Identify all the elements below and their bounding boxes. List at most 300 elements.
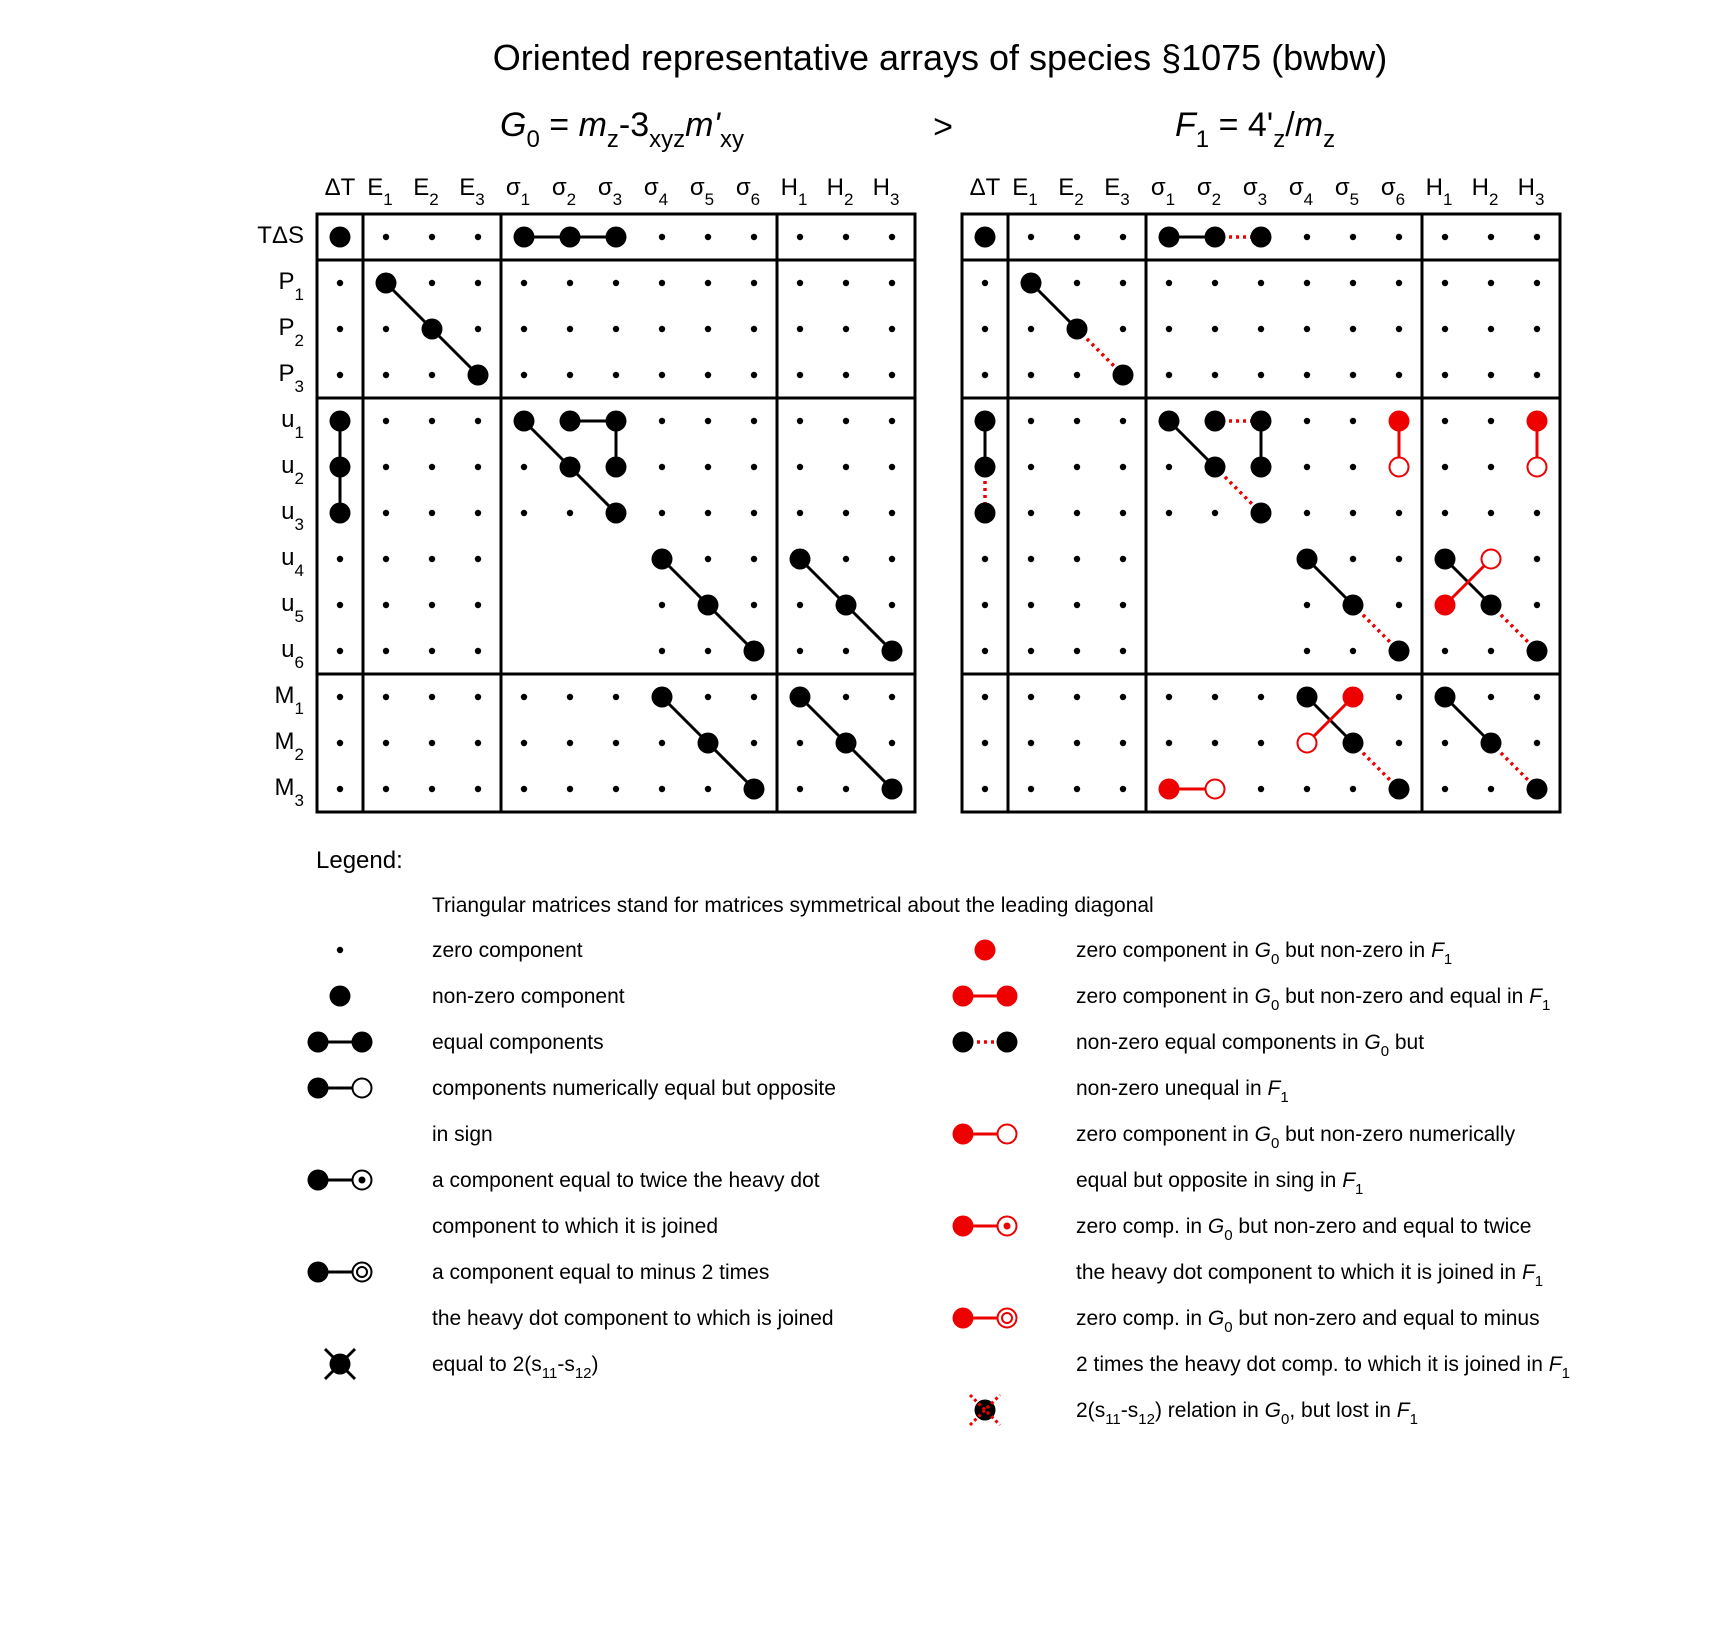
small-dot bbox=[659, 648, 665, 654]
column-label bbox=[506, 174, 530, 209]
column-label-sub: 5 bbox=[704, 190, 715, 209]
small-dot bbox=[1212, 326, 1218, 332]
right-heading bbox=[1175, 106, 1335, 153]
big-dot bbox=[1251, 411, 1272, 432]
small-dot bbox=[982, 602, 988, 608]
text-run: zero comp. in bbox=[1076, 1215, 1208, 1238]
small-dot bbox=[1028, 786, 1034, 792]
legend-pair-left-dot bbox=[953, 1032, 974, 1053]
row-label bbox=[281, 636, 304, 672]
small-dot bbox=[1074, 648, 1080, 654]
column-label-base: H bbox=[826, 174, 844, 201]
red-dot bbox=[1389, 411, 1410, 432]
column-label-base: H bbox=[780, 174, 798, 201]
text-run: F bbox=[1267, 1077, 1281, 1100]
red-hollow-dot bbox=[1298, 734, 1317, 753]
text-run: but non-zero and equal to twice bbox=[1232, 1215, 1532, 1238]
column-label bbox=[970, 174, 1001, 201]
column-label-base: σ bbox=[505, 174, 521, 201]
comparison-symbol: > bbox=[933, 108, 953, 146]
small-dot bbox=[982, 740, 988, 746]
big-dot bbox=[606, 411, 627, 432]
column-label-base: σ bbox=[735, 174, 751, 201]
column-label-base: H bbox=[1425, 174, 1443, 201]
column-label-sub: 2 bbox=[566, 190, 577, 209]
small-dot bbox=[383, 372, 389, 378]
small-dot bbox=[1074, 602, 1080, 608]
big-dot bbox=[790, 687, 811, 708]
legend-text bbox=[1076, 939, 1452, 968]
small-dot bbox=[521, 464, 527, 470]
legend-text bbox=[1076, 1123, 1516, 1152]
matrix-block bbox=[1146, 674, 1422, 812]
matrix-right-f1 bbox=[962, 174, 1560, 812]
text-run: zero component in bbox=[1076, 1123, 1255, 1146]
legend-text bbox=[432, 1031, 604, 1054]
text-run: F bbox=[1529, 985, 1542, 1008]
legend-text bbox=[432, 1307, 834, 1330]
small-dot bbox=[383, 786, 389, 792]
small-dot bbox=[1488, 510, 1494, 516]
small-dot bbox=[1534, 234, 1540, 240]
small-dot bbox=[613, 694, 619, 700]
subscript: 1 bbox=[1280, 1089, 1289, 1106]
small-dot bbox=[337, 648, 343, 654]
column-label-base: E bbox=[367, 174, 384, 201]
big-dot bbox=[744, 779, 765, 800]
small-dot bbox=[1120, 464, 1126, 470]
column-label-sub: 1 bbox=[383, 190, 393, 209]
column-label-base: E bbox=[1012, 174, 1029, 201]
column-label-base: σ bbox=[1196, 174, 1212, 201]
column-label bbox=[1426, 174, 1453, 209]
column-label-base: H bbox=[1517, 174, 1535, 201]
small-dot bbox=[1396, 280, 1402, 286]
column-label-sub: 5 bbox=[1349, 190, 1360, 209]
small-dot bbox=[475, 602, 481, 608]
subscript: 12 bbox=[574, 1365, 592, 1382]
small-dot bbox=[982, 556, 988, 562]
small-dot bbox=[705, 464, 711, 470]
small-dot bbox=[705, 234, 711, 240]
small-dot bbox=[1534, 556, 1540, 562]
small-dot bbox=[797, 418, 803, 424]
small-dot bbox=[889, 556, 895, 562]
small-dot bbox=[1028, 372, 1034, 378]
row-label-base: P bbox=[278, 268, 295, 295]
row-label bbox=[281, 406, 304, 442]
text-run: a component equal to twice the heavy dot bbox=[432, 1169, 820, 1192]
small-dot bbox=[1028, 326, 1034, 332]
small-dot bbox=[889, 234, 895, 240]
small-dot bbox=[521, 326, 527, 332]
row-label-base: u bbox=[281, 636, 295, 663]
small-dot bbox=[1350, 510, 1356, 516]
small-dot bbox=[843, 418, 849, 424]
matrix-block bbox=[777, 398, 915, 674]
small-dot bbox=[1166, 694, 1172, 700]
small-dot bbox=[889, 740, 895, 746]
small-dot bbox=[1534, 372, 1540, 378]
small-dot bbox=[843, 280, 849, 286]
small-dot bbox=[475, 510, 481, 516]
big-dot bbox=[560, 457, 581, 478]
small-dot bbox=[705, 280, 711, 286]
column-label-sub: 3 bbox=[1257, 190, 1268, 209]
small-dot bbox=[1304, 648, 1310, 654]
small-dot bbox=[1074, 694, 1080, 700]
small-dot bbox=[659, 786, 665, 792]
small-dot bbox=[751, 464, 757, 470]
small-dot bbox=[1074, 464, 1080, 470]
small-dot bbox=[337, 694, 343, 700]
small-dot bbox=[383, 464, 389, 470]
small-dot bbox=[1396, 740, 1402, 746]
small-dot bbox=[521, 694, 527, 700]
small-dot bbox=[1074, 280, 1080, 286]
small-dot bbox=[659, 326, 665, 332]
column-label-base: E bbox=[1104, 174, 1121, 201]
column-label-sub: 2 bbox=[1488, 190, 1499, 209]
svg-text:G0 = mz-3xyzm'xy bbox=[500, 106, 744, 153]
small-dot bbox=[337, 786, 343, 792]
subscript: 0 bbox=[1270, 997, 1280, 1014]
small-dot bbox=[1166, 326, 1172, 332]
text-run: - bbox=[1120, 1399, 1128, 1422]
column-label-sub: 1 bbox=[1442, 190, 1453, 209]
small-dot bbox=[751, 326, 757, 332]
legend-pair-left-dot bbox=[308, 1170, 329, 1191]
row-label bbox=[279, 360, 304, 396]
small-dot bbox=[475, 280, 481, 286]
small-dot bbox=[1074, 786, 1080, 792]
small-dot bbox=[613, 326, 619, 332]
big-dot bbox=[1389, 641, 1410, 662]
text-run: but bbox=[1389, 1031, 1425, 1054]
subscript: 11 bbox=[541, 1365, 558, 1382]
column-label bbox=[827, 174, 854, 209]
column-label-base: E bbox=[1058, 174, 1075, 201]
column-label-base: σ bbox=[1288, 174, 1304, 201]
text-run: zero component in bbox=[1076, 939, 1255, 962]
legend-pair-right-dot bbox=[352, 1032, 373, 1053]
small-dot bbox=[843, 510, 849, 516]
legend-inner-dot bbox=[359, 1177, 366, 1184]
small-dot bbox=[659, 372, 665, 378]
small-dot bbox=[1488, 234, 1494, 240]
legend-right-item bbox=[953, 1123, 1516, 1198]
big-dot bbox=[975, 503, 996, 524]
legend-right-item bbox=[975, 939, 1453, 968]
small-dot bbox=[1120, 234, 1126, 240]
text-run: s bbox=[1094, 1399, 1106, 1422]
small-dot bbox=[429, 280, 435, 286]
column-label-sub: 2 bbox=[429, 190, 439, 209]
subscript: 0 bbox=[1281, 1411, 1290, 1428]
small-dot bbox=[1442, 234, 1448, 240]
text-run: but non-zero numerically bbox=[1279, 1123, 1516, 1146]
row-label bbox=[281, 544, 304, 580]
small-dot bbox=[1074, 418, 1080, 424]
row-label bbox=[275, 774, 304, 810]
column-label bbox=[1151, 174, 1175, 209]
small-dot bbox=[1488, 418, 1494, 424]
matrix-left-g0 bbox=[257, 174, 915, 812]
small-dot bbox=[1442, 326, 1448, 332]
small-dot bbox=[1396, 602, 1402, 608]
column-label bbox=[1381, 174, 1405, 209]
big-dot bbox=[836, 733, 857, 754]
row-label bbox=[281, 590, 304, 626]
row-label-base: TΔS bbox=[257, 222, 304, 249]
small-dot bbox=[429, 694, 435, 700]
subscript: 0 bbox=[1380, 1043, 1390, 1060]
legend-pair-left-dot bbox=[953, 1216, 974, 1237]
text-run: - bbox=[557, 1353, 565, 1376]
big-dot bbox=[330, 227, 351, 248]
small-dot bbox=[659, 602, 665, 608]
small-dot bbox=[1120, 740, 1126, 746]
row-label-base: P bbox=[278, 314, 295, 341]
text-run: G bbox=[1264, 1399, 1282, 1422]
column-label bbox=[1472, 174, 1499, 209]
small-dot bbox=[843, 786, 849, 792]
small-dot bbox=[1120, 326, 1126, 332]
small-dot bbox=[429, 464, 435, 470]
small-dot bbox=[1028, 556, 1034, 562]
small-dot bbox=[843, 694, 849, 700]
small-dot bbox=[1488, 464, 1494, 470]
column-label-base: σ bbox=[1242, 174, 1258, 201]
legend-small-dot bbox=[337, 947, 343, 953]
right-heading-part1: F bbox=[1175, 106, 1196, 144]
small-dot bbox=[659, 740, 665, 746]
column-label bbox=[644, 174, 668, 209]
legend-pair-right-hollow bbox=[353, 1263, 372, 1282]
row-label-base: u bbox=[281, 590, 295, 617]
column-label-sub: 6 bbox=[750, 190, 761, 209]
big-dot bbox=[376, 273, 397, 294]
small-dot bbox=[797, 648, 803, 654]
right-heading-text2: / bbox=[1285, 106, 1295, 144]
big-dot bbox=[560, 411, 581, 432]
column-label-sub: 2 bbox=[1074, 190, 1084, 209]
column-label-base: σ bbox=[597, 174, 613, 201]
small-dot bbox=[567, 740, 573, 746]
row-label bbox=[257, 222, 304, 249]
small-dot bbox=[337, 602, 343, 608]
small-dot bbox=[1534, 510, 1540, 516]
small-dot bbox=[567, 372, 573, 378]
row-label-sub: 1 bbox=[294, 423, 304, 442]
right-heading-sub2: z bbox=[1273, 126, 1286, 153]
small-dot bbox=[521, 786, 527, 792]
big-dot bbox=[1481, 733, 1502, 754]
red-hollow-dot bbox=[1390, 458, 1409, 477]
small-dot bbox=[1074, 510, 1080, 516]
column-label-base: σ bbox=[1150, 174, 1166, 201]
text-run: G bbox=[1254, 939, 1271, 962]
big-dot bbox=[652, 549, 673, 570]
big-dot bbox=[1159, 411, 1180, 432]
big-dot bbox=[1251, 457, 1272, 478]
legend-pair-left-dot bbox=[308, 1262, 329, 1283]
big-dot bbox=[1297, 687, 1318, 708]
small-dot bbox=[751, 280, 757, 286]
legend-text bbox=[1076, 1353, 1570, 1382]
row-label-sub: 2 bbox=[294, 469, 304, 488]
big-dot bbox=[1435, 687, 1456, 708]
legend-big-dot bbox=[330, 986, 351, 1007]
small-dot bbox=[1120, 602, 1126, 608]
small-dot bbox=[705, 694, 711, 700]
big-dot bbox=[1205, 457, 1226, 478]
right-heading-sub1: 1 bbox=[1195, 126, 1210, 153]
legend-pair-right-hollow bbox=[998, 1125, 1017, 1144]
row-label-base: P bbox=[278, 360, 295, 387]
text-run: F bbox=[1548, 1353, 1562, 1376]
small-dot bbox=[659, 234, 665, 240]
small-dot bbox=[1534, 602, 1540, 608]
small-dot bbox=[1396, 326, 1402, 332]
big-dot bbox=[698, 733, 719, 754]
big-dot bbox=[652, 687, 673, 708]
column-label-sub: 3 bbox=[1534, 190, 1545, 209]
small-dot bbox=[705, 786, 711, 792]
column-label-base: σ bbox=[689, 174, 705, 201]
small-dot bbox=[1258, 326, 1264, 332]
legend-right-item bbox=[953, 1215, 1544, 1290]
subscript: 0 bbox=[1270, 1135, 1280, 1152]
small-dot bbox=[751, 602, 757, 608]
small-dot bbox=[1166, 510, 1172, 516]
small-dot bbox=[1120, 786, 1126, 792]
small-dot bbox=[1212, 372, 1218, 378]
text-run: zero comp. in bbox=[1076, 1307, 1208, 1330]
big-dot bbox=[1205, 227, 1226, 248]
text-run: non-zero component bbox=[432, 985, 625, 1008]
big-dot bbox=[514, 227, 535, 248]
text-run: in sign bbox=[432, 1123, 493, 1146]
small-dot bbox=[429, 510, 435, 516]
small-dot bbox=[751, 234, 757, 240]
left-heading-part2: m bbox=[578, 106, 607, 144]
row-label-base: u bbox=[281, 406, 295, 433]
small-dot bbox=[383, 648, 389, 654]
small-dot bbox=[383, 556, 389, 562]
legend bbox=[308, 847, 1570, 1428]
small-dot bbox=[843, 556, 849, 562]
big-dot bbox=[1527, 779, 1548, 800]
small-dot bbox=[1074, 372, 1080, 378]
red-hollow-dot bbox=[1206, 780, 1225, 799]
column-label bbox=[1518, 174, 1545, 209]
small-dot bbox=[1028, 234, 1034, 240]
subscript: 1 bbox=[1355, 1181, 1364, 1198]
small-dot bbox=[1350, 418, 1356, 424]
small-dot bbox=[797, 372, 803, 378]
small-dot bbox=[889, 372, 895, 378]
small-dot bbox=[797, 740, 803, 746]
matrix-block bbox=[363, 398, 501, 674]
text-run: F bbox=[1396, 1399, 1410, 1422]
column-label-base: σ bbox=[1334, 174, 1350, 201]
subscript: 1 bbox=[1409, 1411, 1418, 1428]
small-dot bbox=[1028, 418, 1034, 424]
column-label-base: E bbox=[459, 174, 476, 201]
text-run: components numerically equal but opposite bbox=[432, 1077, 836, 1100]
small-dot bbox=[1304, 418, 1310, 424]
row-label-sub: 1 bbox=[294, 699, 304, 718]
matrix-block bbox=[501, 674, 777, 812]
small-dot bbox=[1350, 464, 1356, 470]
small-dot bbox=[1488, 694, 1494, 700]
small-dot bbox=[1442, 648, 1448, 654]
small-dot bbox=[1120, 418, 1126, 424]
small-dot bbox=[659, 418, 665, 424]
column-label-sub: 1 bbox=[520, 190, 531, 209]
small-dot bbox=[705, 418, 711, 424]
small-dot bbox=[613, 740, 619, 746]
big-dot bbox=[975, 411, 996, 432]
text-run: ) bbox=[591, 1353, 599, 1376]
small-dot bbox=[1350, 372, 1356, 378]
small-dot bbox=[1396, 234, 1402, 240]
text-run: G bbox=[1364, 1031, 1381, 1054]
small-dot bbox=[1212, 510, 1218, 516]
column-label-base: H bbox=[1471, 174, 1489, 201]
legend-left-item bbox=[308, 1261, 834, 1330]
legend-text bbox=[432, 1215, 718, 1238]
legend-text bbox=[1076, 1169, 1363, 1198]
small-dot bbox=[1442, 280, 1448, 286]
column-label-sub: 1 bbox=[797, 190, 808, 209]
row-label bbox=[279, 314, 304, 350]
small-dot bbox=[1028, 510, 1034, 516]
small-dot bbox=[475, 694, 481, 700]
small-dot bbox=[429, 602, 435, 608]
text-run: ) relation in bbox=[1154, 1399, 1265, 1422]
legend-pair-right-dot bbox=[997, 1032, 1018, 1053]
text-run: but non-zero in bbox=[1279, 939, 1432, 962]
column-label-base: H bbox=[872, 174, 890, 201]
row-label-sub: 4 bbox=[294, 561, 304, 580]
big-dot bbox=[330, 411, 351, 432]
legend-text bbox=[1076, 1261, 1543, 1290]
small-dot bbox=[1166, 464, 1172, 470]
small-dot bbox=[567, 280, 573, 286]
column-label-base: σ bbox=[551, 174, 567, 201]
small-dot bbox=[475, 648, 481, 654]
small-dot bbox=[1488, 372, 1494, 378]
text-run: F bbox=[1342, 1169, 1356, 1192]
row-label bbox=[281, 452, 304, 488]
text-run: , but lost in bbox=[1289, 1399, 1397, 1422]
big-dot bbox=[606, 503, 627, 524]
big-dot bbox=[468, 365, 489, 386]
row-label bbox=[281, 498, 304, 534]
legend-text bbox=[1076, 985, 1550, 1014]
small-dot bbox=[337, 372, 343, 378]
big-dot bbox=[882, 779, 903, 800]
legend-inner-dot bbox=[1004, 1223, 1011, 1230]
small-dot bbox=[797, 786, 803, 792]
text-run: G bbox=[1207, 1215, 1225, 1238]
small-dot bbox=[1120, 694, 1126, 700]
matrix-block bbox=[1422, 398, 1560, 674]
column-label-sub: 4 bbox=[658, 190, 669, 209]
big-dot bbox=[1343, 595, 1364, 616]
